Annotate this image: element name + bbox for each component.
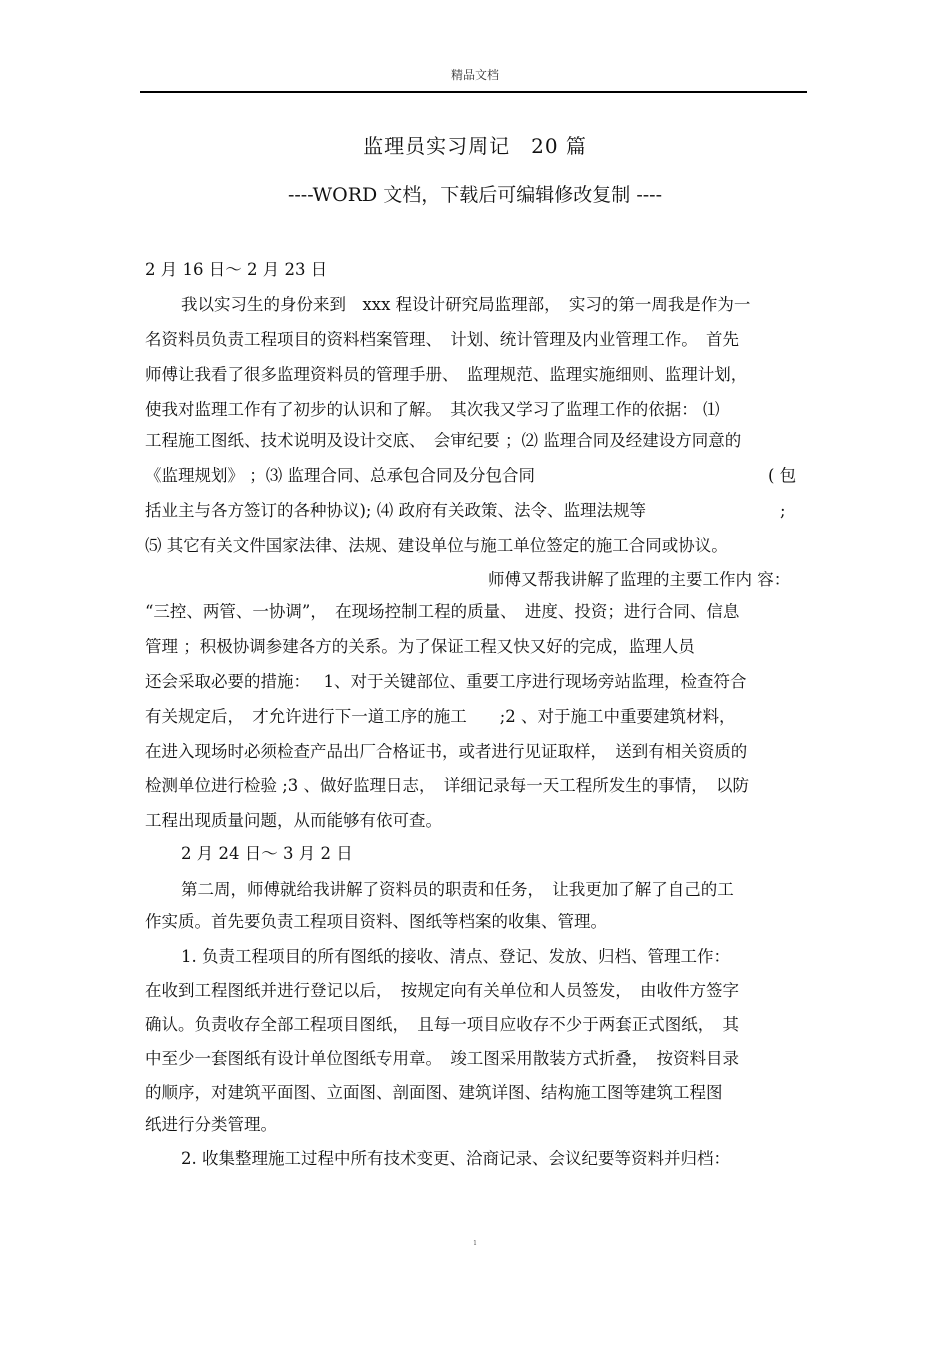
body-line: 检测单位进行检验 ;3 、做好监理日志， 详细记录每一天工程所发生的事情， 以防	[145, 776, 750, 795]
body-line: 管理 ；积极协调参建各方的关系。为了保证工程又快又好的完成，监理人员	[145, 637, 695, 656]
body-line: 还会采取必要的措施： 1、对于关键部位、重要工序进行现场旁站监理，检查符合	[145, 672, 747, 691]
numbered-item-1: 1. 负责工程项目的所有图纸的接收、清点、登记、发放、归档、管理工作：	[181, 947, 730, 966]
body-line: 《监理规划》 ；⑶ 监理合同、总承包合同及分包合同	[145, 466, 535, 485]
page-header: 精品文档	[450, 68, 499, 82]
body-line: 名资料员负责工程项目的资料档案管理、 计划、统计管理及内业管理工作。 首先	[145, 330, 739, 349]
body-line: 确认。负责收存全部工程项目图纸， 且每一项目应收存不少于两套正式图纸， 其	[145, 1015, 739, 1034]
body-line-fragment: ;	[780, 501, 786, 520]
body-line: 在进入现场时必须检查产品出厂合格证书，或者进行见证取样， 送到有相关资质的	[145, 742, 748, 761]
page-number: 1	[473, 1240, 477, 1247]
body-line: 括业主与各方签订的各种协议); ⑷ 政府有关政策、法令、监理法规等	[145, 501, 646, 520]
body-line: 工程出现质量问题，从而能够有依可查。	[145, 811, 442, 830]
body-line: 作实质。首先要负责工程项目资料、图纸等档案的收集、管理。	[145, 912, 607, 931]
document-title: 监理员实习周记 20 篇	[363, 134, 587, 158]
body-line: 师傅让我看了很多监理资料员的管理手册、 监理规范、监理实施细则、监理计划，	[145, 365, 748, 384]
date-heading-week1: 2 月 16 日～ 2 月 23 日	[145, 260, 328, 279]
body-line: 在收到工程图纸并进行登记以后， 按规定向有关单位和人员签发， 由收件方签字	[145, 981, 739, 1000]
body-line: 的顺序，对建筑平面图、立面图、剖面图、建筑详图、结构施工图等建筑工程图	[145, 1083, 723, 1102]
body-line: ⑸ 其它有关文件国家法律、法规、建设单位与施工单位签定的施工合同或协议。	[145, 536, 728, 555]
body-line: 纸进行分类管理。	[145, 1115, 277, 1134]
date-heading-week2: 2 月 24 日～ 3 月 2 日	[181, 844, 353, 863]
body-line-fragment: ( 包	[768, 466, 797, 485]
header-rule	[140, 91, 807, 93]
document-subtitle: ----WORD 文档，下载后可编辑修改复制 ----	[287, 184, 663, 206]
body-line: 中至少一套图纸有设计单位图纸专用章。 竣工图采用散装方式折叠， 按资料目录	[145, 1049, 739, 1068]
numbered-item-2: 2. 收集整理施工过程中所有技术变更、洽商记录、会议纪要等资料并归档：	[181, 1149, 730, 1168]
body-line: 我以实习生的身份来到 xxx 程设计研究局监理部， 实习的第一周我是作为一	[181, 295, 751, 314]
body-line: 有关规定后， 才允许进行下一道工序的施工 ;2 、对于施工中重要建筑材料，	[145, 707, 736, 726]
body-line: 第二周，师傅就给我讲解了资料员的职责和任务， 让我更加了解了自己的工	[181, 880, 734, 899]
body-line: 师傅又帮我讲解了监理的主要工作内 容：	[488, 570, 791, 589]
body-line: “三控、两管、一协调”， 在现场控制工程的质量、 进度、投资；进行合同、信息	[145, 602, 740, 621]
body-line: 使我对监理工作有了初步的认识和了解。 其次我又学习了监理工作的依据： ⑴	[145, 400, 720, 419]
body-line: 工程施工图纸、技术说明及设计交底、 会审纪要 ；⑵ 监理合同及经建设方同意的	[145, 431, 742, 450]
